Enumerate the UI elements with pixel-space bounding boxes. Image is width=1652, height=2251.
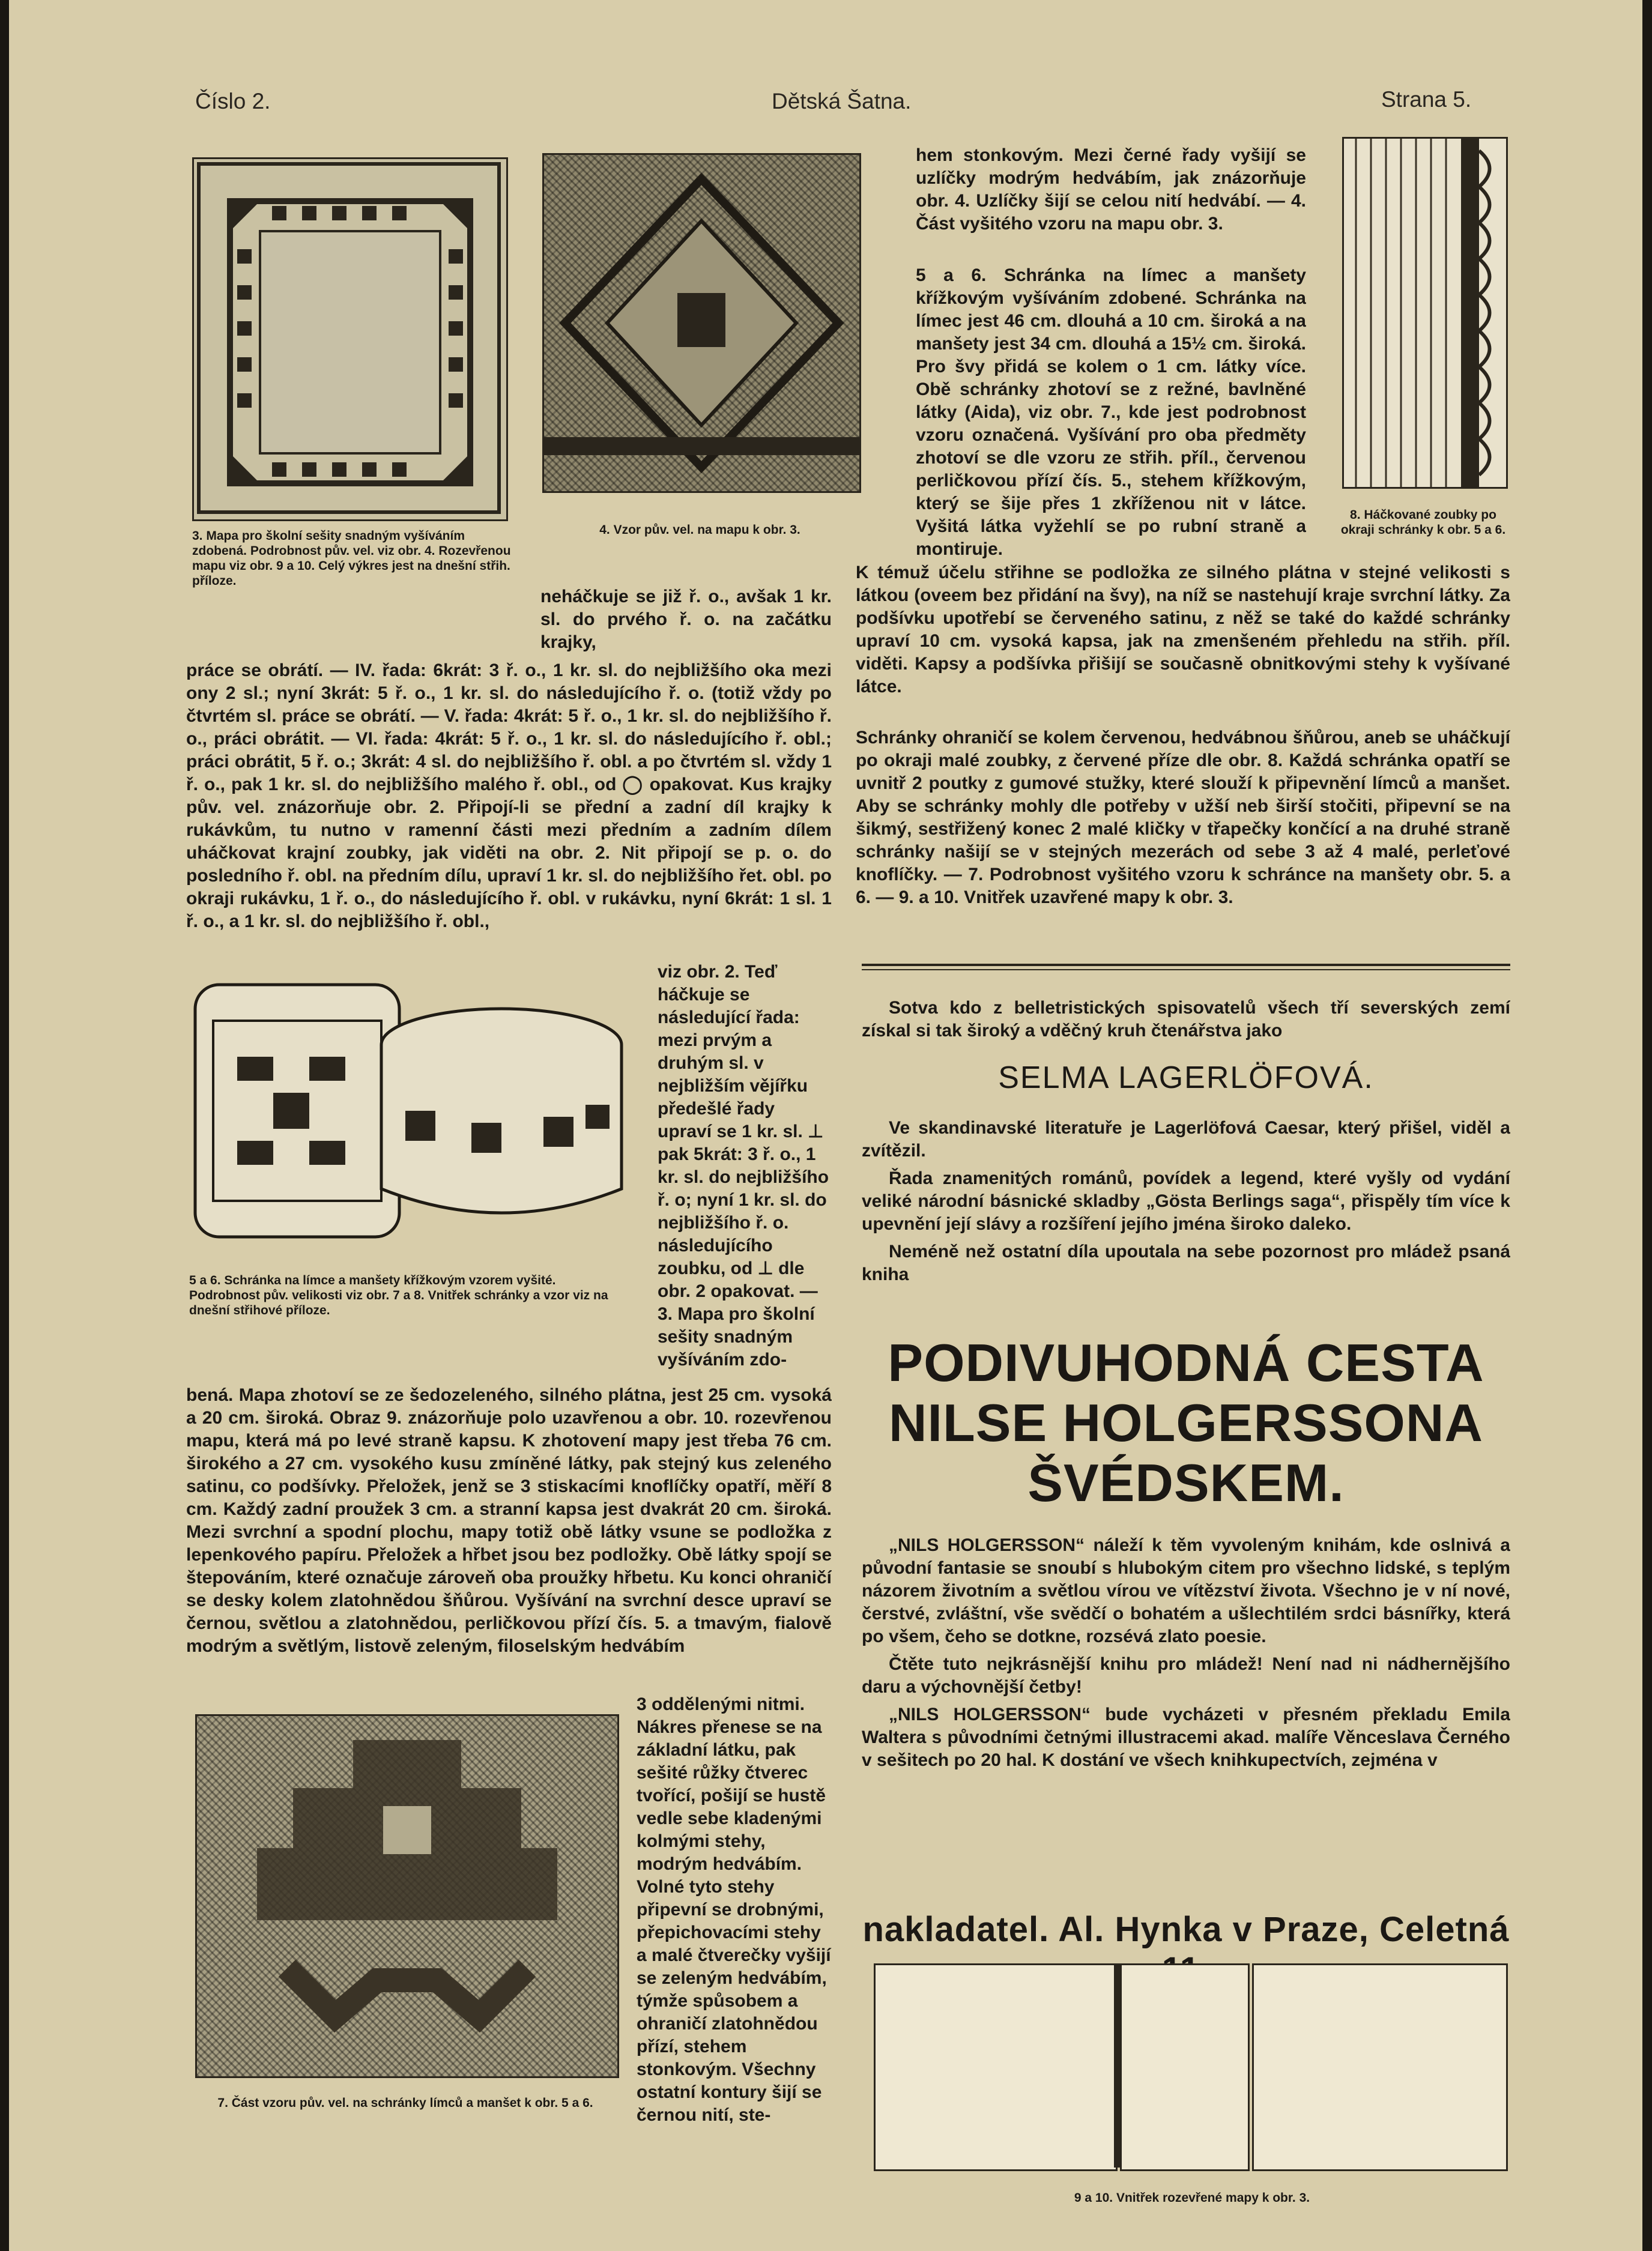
magazine-page bbox=[9, 0, 1642, 2251]
map-illustration bbox=[194, 159, 506, 519]
figure-9-10-open-map bbox=[874, 1963, 1510, 2180]
figure-8-lace bbox=[1342, 137, 1508, 489]
map-page-middle bbox=[1120, 1963, 1250, 2171]
advert-paragraph-6: „NILS HOLGERSSON“ bude vycházeti v přesném překladu Emila Waltera s původními četnými illustracemi akad. malíře Věnceslava Černého v sešitech po 20 hal. K dostání ve všech knihkupectvích, zejména v bbox=[862, 1705, 1510, 1770]
figure-5-6-boxes bbox=[189, 973, 628, 1255]
caption-fig-9-10: 9 a 10. Vnitřek rozevřené mapy k obr. 3. bbox=[1074, 2191, 1310, 2205]
collar-box-illustration bbox=[189, 973, 628, 1255]
book-title-line-3: ŠVÉDSKEM. bbox=[1027, 1453, 1345, 1512]
publisher-line: nakladatel. Al. Hynka v Praze, Celetná bbox=[862, 1910, 1510, 1949]
advert-intro-text: Sotva kdo z belletristických spisovatelů všech tří severských zemí získal si tak široký a vděčný kruh čtenářstva jako bbox=[862, 998, 1510, 1041]
page-number: Strana 5. bbox=[1381, 87, 1472, 112]
advert-divider-top bbox=[862, 964, 1510, 966]
caption-fig-3: 3. Mapa pro školní sešity snadným vyšíváním zdobená. Podrobnost pův. vel. viz obr. 4. Rozevřenou mapu viz obr. 9 a 10. Celý výkres jest na dnešní střih. příloze. bbox=[192, 529, 511, 588]
lace-edge-illustration bbox=[1344, 139, 1506, 487]
figure-3-map bbox=[192, 157, 508, 521]
map-page-right bbox=[1252, 1963, 1508, 2171]
issue-number: Číslo 2. bbox=[195, 89, 271, 113]
column1-text-crochet: práce se obrátí. — IV. řada: 6krát: 3 ř. o., 1 kr. sl. do nejbližšího oka mezi ony 2 sl.; nyní 3krát: 5 ř. o., 1 kr. sl. do následujícího ř. o. (totiž vždy po čtvrtém sl. práce se obrátí. — V. řada: 4krát: 5 ř. o., 1 kr. sl. do nejbližšího ř. o., práci obrátit. — VI. řada: 4krát: 5 ř. o., 1 kr. sl. do následujícího ř. obl.; práci obrátit, 5 ř. o.; 3krát: 4 sl. do nejbližšího ř. obl. a po čtvrtém sl. vždy 1 ř. o., pak 1 kr. sl. do nejbližšího malého ř. obl., od ◯ opakovat. Kus krajky pův. vel. znázorňuje obr. 2. Připojí-li se přední a zadní díl krajky k rukávkům, tu nutno v ramenní části mezi předním a zadním dílem uháčkovat krajní zoubky, jak viděti na obr. 2. Nit připojí se p. o. do posledního ř. obl. na předním dílu, upraví 1 kr. sl. do nejbližšího řet. obl. po okraji rukávku, 1 ř. o., do následujícího ř. obl. v rukávku, nyní 6krát: 1 sl. 1 ř. o., a 1 kr. sl. do nejbližšího ř. obl., bbox=[186, 660, 832, 931]
advert-author: SELMA LAGERLÖFOVÁ. bbox=[998, 1060, 1374, 1095]
map-page-left bbox=[874, 1963, 1118, 2171]
column2-text-top: hem stonkovým. Mezi černé řady vyšijí se uzlíčky modrým hedvábím, jak znázorňuje obr. 4. Uzlíčky šijí se celou nití hedvábí. — 4. Část vyšitého vzoru na mapu obr. 3. bbox=[916, 145, 1306, 234]
column1-text-map: bená. Mapa zhotoví se ze šedozeleného, silného plátna, jest 25 cm. vysoká a 20 cm. široká. Obraz 9. znázorňuje polo uzavřenou a obr. 10. rozevřenou mapu, která má po levé straně kapsu. K zhotovení mapy jest třeba 76 cm. širokého a 27 cm. vysokého kusu zmíněné látky, pak stejný kus zeleného satinu, co podšívky. Přeložek, jenž se 3 stiskacími knoflíčky opatří, měří 8 cm. Každý zadní proužek 3 cm. a stranní kapsa jest dvakrát 20 cm. široká. Mezi svrchní a spodní plochu, mapy totiž obě látky vsune se podložka z lepenkového papíru. Přeložek a hřbet jsou bez podložky. Obě látky spojí se štepováním, které označuje zároveň oba proužky hřbetu. Ku konci ohraničí se desky kolem zlatohnědou šňůrou. Vyšívání na svrchní desce upraví se černou, světlou a zlatohnědou, perličkovou přízí čís. 5. a tmavým, fialově modrým a světlým, listově zeleným, filoselským hedvábím bbox=[186, 1385, 832, 1656]
column2-text-boxes: 5 a 6. Schránka na límec a manšety křížkovým vyšíváním zdobené. Schránka na límec jest 46 cm. dlouhá a 10 cm. široká a na manšety jest 34 cm. dlouhá a 15½ cm. široká. Pro švy přidá se kolem o 1 cm. látky více. Obě schránky zhotoví se z režné, bavlněné látky (Aida), viz obr. 7., kde jest podrobnost vzoru označená. Vyšívání pro oba předměty zhotoví se dle vzoru ze střih. příl., červenou perličkovou přízí čís. 5., stehem křížkovým, který se šije přes 1 zkříženou nit v látce. Vyšitá látka vyžehlí se po rubní straně a montiruje. bbox=[916, 265, 1306, 559]
figure-7-pattern bbox=[195, 1714, 619, 2078]
column2-text-lining: K témuž účelu střihne se podložka ze silného plátna v stejné velikosti s látkou (oveem bez přidání na švy), na níž se nastehují kraje svrchní látky. Za podšívku upotřebí se červeného satinu, z něž se také do každé schránky upraví 10 cm. vysoká kapsa, jak na zmenšeném přehledu na střih. příl. viděti. Kapsy a podšívka přišijí se současně obnitkovými stehy k vyšívané látce. bbox=[856, 563, 1510, 696]
cross-stitch-pattern-illustration bbox=[197, 1716, 617, 2076]
magazine-title: Dětská Šatna. bbox=[772, 89, 912, 113]
advert-paragraph-4: „NILS HOLGERSSON“ náleží k těm vyvoleným knihám, kde oslnivá a původní fantasie se snoubí s hlubokým citem pro všechno lidské, s teplým názorem životním a světlou vírou ve vítězství života. Všechno je v ní nové, čerstvé, zvláštní, vše svědčí o bohatém a ušlechtilém srdci básnířky, která po všem, čeho se dotkne, rozsévá zlato poesie. bbox=[862, 1535, 1510, 1646]
column1-text-narrow: viz obr. 2. Teď háčkuje se následující řada: mezi prvým a druhým sl. v nejbližším vějířku předešlé řady upraví se 1 kr. sl. ⊥ pak 5krát: 3 ř. o., 1 kr. sl. do nejbližšího ř. o; nyní 1 kr. sl. do nejbližšího ř. o. následujícího zoubku, od ⊥ dle obr. 2 opakovat. — 3. Mapa pro školní sešity snadným vyšíváním zdo- bbox=[658, 962, 829, 1370]
column1-text-top: neháčkuje se již ř. o., avšak 1 kr. sl. do prvého ř. o. na začátku krajky, bbox=[540, 587, 832, 652]
advert-paragraph-2: Řada znamenitých románů, povídek a legend, které vyšly od vydání veliké národní básnické skladby „Gösta Berlings saga“, přispěly tím více k upevnění její slávy a rozšíření jejího jména široko daleko. bbox=[862, 1168, 1510, 1234]
advert-intro bbox=[862, 997, 1510, 1045]
book-title-line-1: PODIVUHODNÁ CESTA bbox=[888, 1333, 1484, 1392]
figure-4-pattern bbox=[542, 153, 861, 493]
advert-description bbox=[862, 1117, 1510, 1369]
advert-book-description bbox=[862, 1534, 1510, 1924]
caption-fig-8: 8. Háčkované zoubky po okraji schránky k obr. 5 a 6. bbox=[1340, 508, 1506, 537]
advert-paragraph-1: Ve skandinavské literatuře je Lagerlöfová Caesar, který přišel, viděl a zvítězil. bbox=[862, 1118, 1510, 1161]
caption-fig-4: 4. Vzor pův. vel. na mapu k obr. 3. bbox=[599, 523, 800, 537]
book-title-line-2: NILSE HOLGERSSONA bbox=[889, 1393, 1483, 1452]
advert-paragraph-3: Neméně než ostatní díla upoutala na sebe pozornost pro mládež psaná kniha bbox=[862, 1242, 1510, 1284]
caption-fig-5-6: 5 a 6. Schránka na límce a manšety křížkovým vzorem vyšité. Podrobnost pův. velikosti viz obr. 7 a 8. Vnitřek schránky a vzor viz na dnešní střihové příloze. bbox=[189, 1274, 608, 1317]
diamond-pattern-illustration bbox=[544, 155, 859, 491]
caption-fig-7: 7. Část vzoru pův. vel. na schránky límců a manšet k obr. 5 a 6. bbox=[217, 2096, 593, 2110]
map-spine bbox=[1114, 1963, 1120, 2168]
column2-text-edging: Schránky ohraničí se kolem červenou, hedvábnou šňůrou, aneb se uháčkují po okraji malé zoubky, z červené příze dle obr. 8. Každá schránka opatří se uvnitř 2 poutky z gumové stužky, které slouží k připevnění límců a manšet. Aby se schránky mohly dle potřeby v užší neb širší stočiti, připevní se na šikmý, sestřižený konec 2 malé kličky v třapečky končící a na druhé straně schránky našijí se v stejných mezerách od sebe 3 až 4 malé, perleťové knoflíčky. — 7. Podrobnost vyšitého vzoru k schránce na manšety obr. 5. a 6. — 9. a 10. Vnitřek uzavřené mapy k obr. 3. bbox=[856, 728, 1510, 907]
advert-divider-bottom bbox=[862, 969, 1510, 970]
column1-text-narrow-bottom: 3 oddělenými nitmi. Nákres přenese se na základní látku, pak sešité růžky čtverec tvořící, pošijí se hustě vedle sebe kladenými kolmými stehy, modrým hedvábím. Volné tyto stehy připevní se drobnými, přepichovacími stehy a malé čtverečky vyšijí se zeleným hedvábím, týmže spůsobem a ohraničí zlatohnědou přízí, stehem stonkovým. Všechny ostatní kontury šijí se černou nití, ste- bbox=[637, 1694, 831, 2125]
advert-paragraph-5: Čtěte tuto nejkrásnější knihu pro mládež! Není nad ni nádhernějšího daru a výchovnější četby! bbox=[862, 1654, 1510, 1697]
